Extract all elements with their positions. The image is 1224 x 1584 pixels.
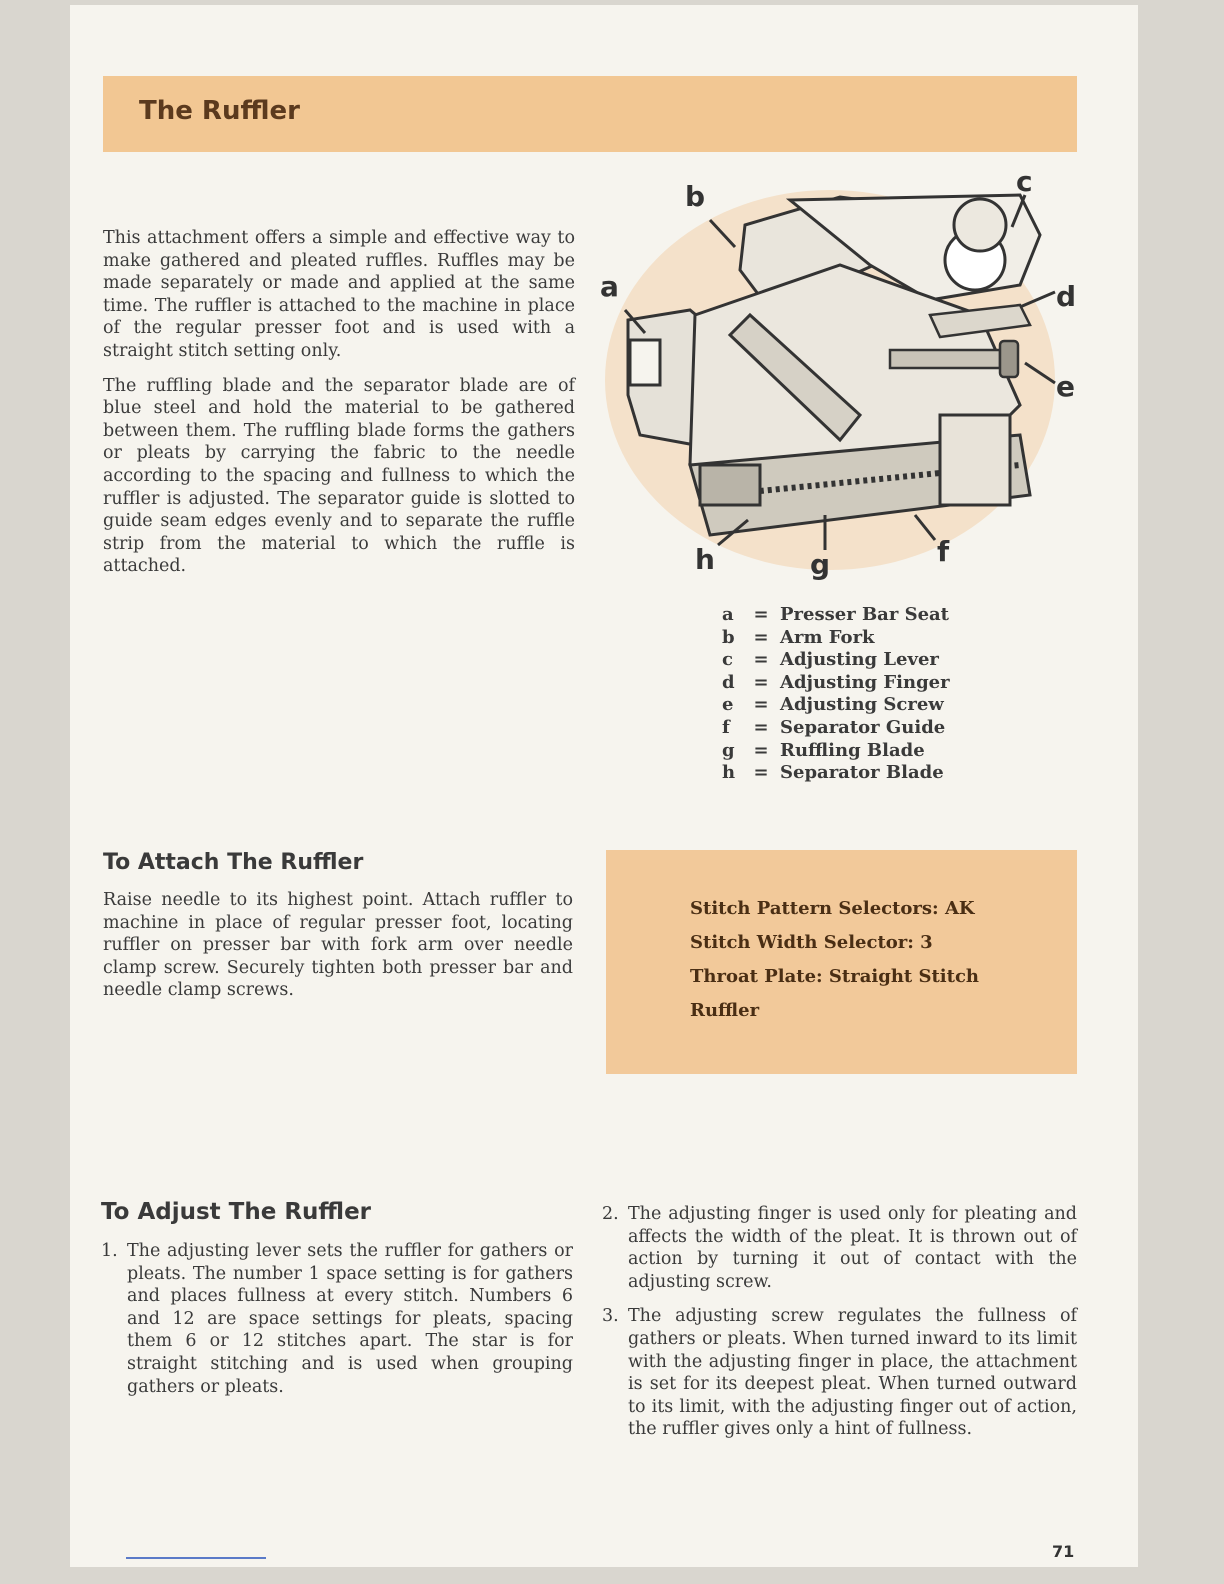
ruffler-illustration — [600, 165, 1090, 585]
ruffler-diagram — [600, 165, 1090, 585]
legend-item: b = Arm Fork — [722, 626, 875, 648]
callout-c: c — [1016, 165, 1033, 198]
attach-heading: To Attach The Ruffler — [103, 850, 364, 875]
legend-item: h = Separator Blade — [722, 762, 944, 784]
seat-slot-shape — [630, 340, 660, 385]
adjust-step-3: 3. The adjusting screw regulates the fullness of gathers or pleats. When turned inward to its limit with the adjusting finger in place, the attachment is set for its deepest pleat. When turned outward to its limit, with the adjusting finger out of action, the ruffler gives only a hint of fullness. — [602, 1306, 1077, 1440]
attach-paragraph: Raise needle to its highest point. Attach ruffler to machine in place of regular presser foot, locating ruffler on presser bar with fork arm over needle clamp screw. Securely tighten both presser bar and needle clamp screws. — [103, 890, 573, 1001]
intro-paragraph-2: The ruffling blade and the separator blade are of blue steel and hold the material to be gathered between them. The ruffling blade forms the gathers or pleats by carrying the fabric to the needle according to the spacing and fullness to which the ruffler is adjusted. The separator guide is slotted to guide seam edges evenly and to separate the ruffle strip from the material to which the ruffle is attached. — [103, 375, 575, 577]
callout-a: a — [600, 270, 619, 303]
separator-guide-shape — [940, 415, 1010, 505]
callout-f: f — [937, 535, 950, 568]
page-title: The Ruffler — [139, 96, 300, 126]
page-number: 71 — [1052, 1542, 1075, 1561]
attach-text — [103, 889, 573, 1014]
adjusting-screw-knob-shape — [1000, 341, 1018, 377]
legend-item: a = Presser Bar Seat — [722, 604, 949, 625]
setting-throat-plate: Throat Plate: Straight Stitch — [690, 966, 979, 987]
dial-ring-shape — [954, 199, 1006, 251]
callout-b: b — [685, 180, 706, 213]
legend-item: f = Separator Guide — [722, 716, 946, 738]
legend-item: d = Adjusting Finger — [722, 671, 950, 693]
parts-legend — [722, 604, 950, 785]
adjust-steps-left — [101, 1240, 573, 1410]
adjust-steps-right — [602, 1203, 1077, 1453]
legend-item: e = Adjusting Screw — [722, 694, 944, 716]
separator-blade-shape — [700, 465, 760, 505]
adjust-step-2: 2. The adjusting finger is used only for pleating and affects the width of the pleat. It is thrown out of action by turning it out of contact with the adjusting screw. — [602, 1204, 1077, 1292]
settings-list — [690, 898, 979, 1034]
bottom-rule — [126, 1557, 266, 1559]
title-band — [103, 76, 1077, 152]
adjust-heading: To Adjust The Ruffler — [101, 1199, 372, 1225]
setting-stitch-width: Stitch Width Selector: 3 — [690, 932, 933, 953]
callout-g: g — [810, 548, 831, 581]
intro-text — [103, 227, 575, 590]
adjust-step-1: 1. The adjusting lever sets the ruffler for gathers or pleats. The number 1 space setting is for gathers and places fullness at every stitch. Numbers 6 and 12 are space settings for pleats, spacing them 6 or 12 stitches apart. The star is for straight stitching and is used when grouping gathers or pleats. — [101, 1241, 573, 1397]
setting-stitch-pattern: Stitch Pattern Selectors: AK — [690, 898, 975, 919]
settings-box — [606, 850, 1077, 1074]
setting-attachment: Ruffler — [690, 1000, 760, 1021]
legend-item: g = Ruffling Blade — [722, 739, 925, 761]
callout-h: h — [695, 543, 715, 576]
legend-item: c = Adjusting Lever — [722, 649, 939, 671]
callout-e: e — [1056, 370, 1075, 403]
adjusting-screw-shape — [890, 350, 1000, 368]
callout-d: d — [1056, 280, 1077, 313]
intro-paragraph-1: This attachment offers a simple and effective way to make gathered and pleated ruffles. Ruffles may be made separately or made and applied at the same time. The ruffler is attached to the machine in place of the regular presser foot and is used with a straight stitch setting only. — [103, 228, 575, 361]
